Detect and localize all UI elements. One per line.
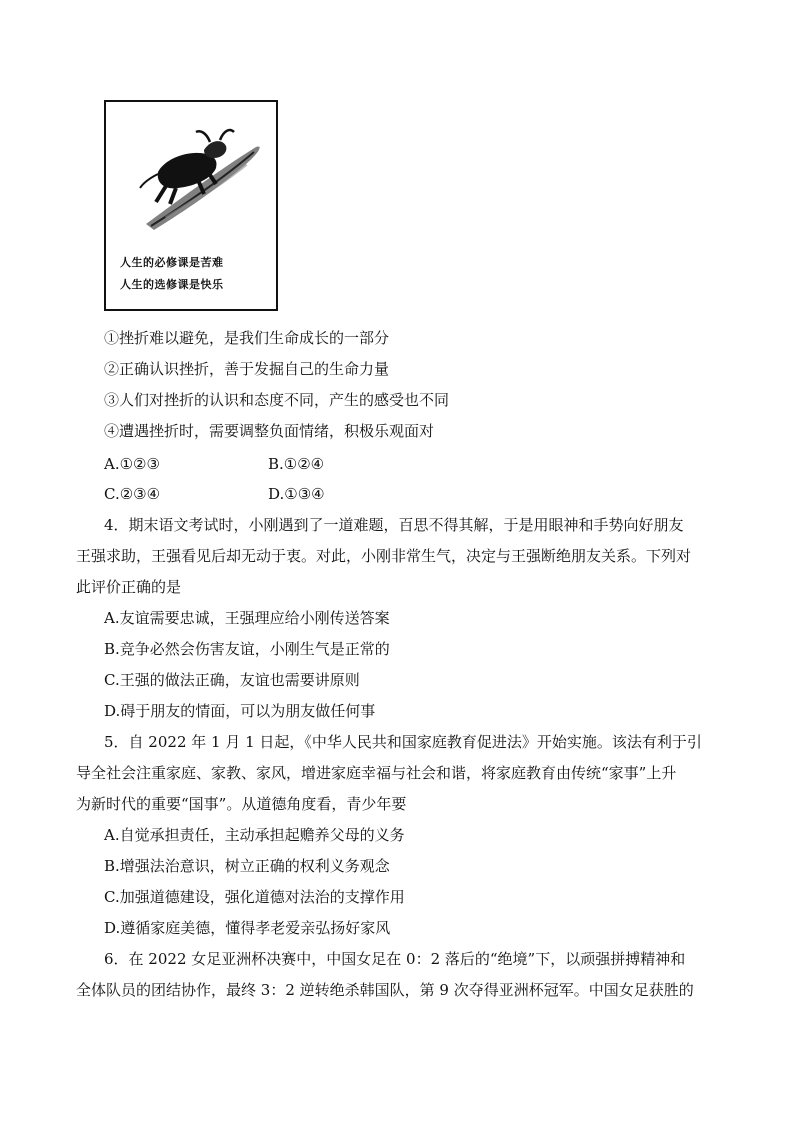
statement-3: ③人们对挫折的认识和态度不同，产生的感受也不同 — [104, 391, 450, 409]
q5-stem-line-2: 导全社会注重家庭、家教、家风，增进家庭幸福与社会和谐，将家庭教育由传统“家事”上升 — [76, 764, 677, 782]
q3-option-d: D.①③④ — [268, 485, 325, 503]
q4-stem-line-1: 4．期末语文考试时，小刚遇到了一道难题，百思不得其解，于是用眼神和手势向好朋友 — [104, 516, 684, 534]
q4-option-c: C.王强的做法正确，友谊也需要讲原则 — [104, 671, 360, 689]
statement-4: ④遭遇挫折时，需要调整负面情绪，积极乐观面对 — [104, 422, 435, 440]
q4-option-b: B.竞争必然会伤害友谊，小刚生气是正常的 — [104, 640, 390, 658]
caption-line-1: 人生的必修课是苦难 — [120, 256, 224, 269]
q6-stem-line-1: 6．在 2022 女足亚洲杯决赛中，中国女足在 0：2 落后的“绝境”下，以顽强拼搏精神和 — [104, 950, 686, 968]
q4-stem-line-2: 王强求助，王强看见后却无动于衷。对此，小刚非常生气，决定与王强断绝朋友关系。下列对 — [76, 547, 692, 565]
q5-option-c: C.加强道德建设，强化道德对法治的支撑作用 — [104, 888, 405, 906]
q3-option-a: A.①②③ — [104, 455, 160, 473]
statement-1: ①挫折难以避免，是我们生命成长的一部分 — [104, 329, 390, 347]
q3-option-c: C.②③④ — [104, 485, 161, 503]
cartoon-caption — [120, 252, 266, 296]
q4-option-a: A.友谊需要忠诚，王强理应给小刚传送答案 — [104, 609, 390, 627]
caption-line-2: 人生的选修课是快乐 — [120, 278, 224, 291]
statement-2: ②正确认识挫折，善于发掘自己的生命力量 — [104, 360, 390, 378]
q5-option-b: B.增强法治意识，树立正确的权利义务观念 — [104, 857, 390, 875]
q4-option-d: D.碍于朋友的情面，可以为朋友做任何事 — [104, 702, 376, 720]
cartoon-image — [104, 100, 278, 311]
q3-option-b: B.①②④ — [268, 455, 325, 473]
q5-option-a: A.自觉承担责任，主动承担起赡养父母的义务 — [104, 826, 405, 844]
q5-stem-line-1: 5．自 2022 年 1 月 1 日起，《中华人民共和国家庭教育促进法》开始实施。该法有利于引 — [104, 733, 702, 751]
q4-stem-line-3: 此评价正确的是 — [76, 578, 182, 596]
q5-stem-line-3: 为新时代的重要“国事”。从道德角度看，青少年要 — [76, 795, 407, 813]
q5-option-d: D.遵循家庭美德，懂得孝老爱亲弘扬好家风 — [104, 919, 391, 937]
q6-stem-line-2: 全体队员的团结协作，最终 3：2 逆转绝杀韩国队，第 9 次夺得亚洲杯冠军。中国女足获胜的 — [76, 981, 694, 999]
